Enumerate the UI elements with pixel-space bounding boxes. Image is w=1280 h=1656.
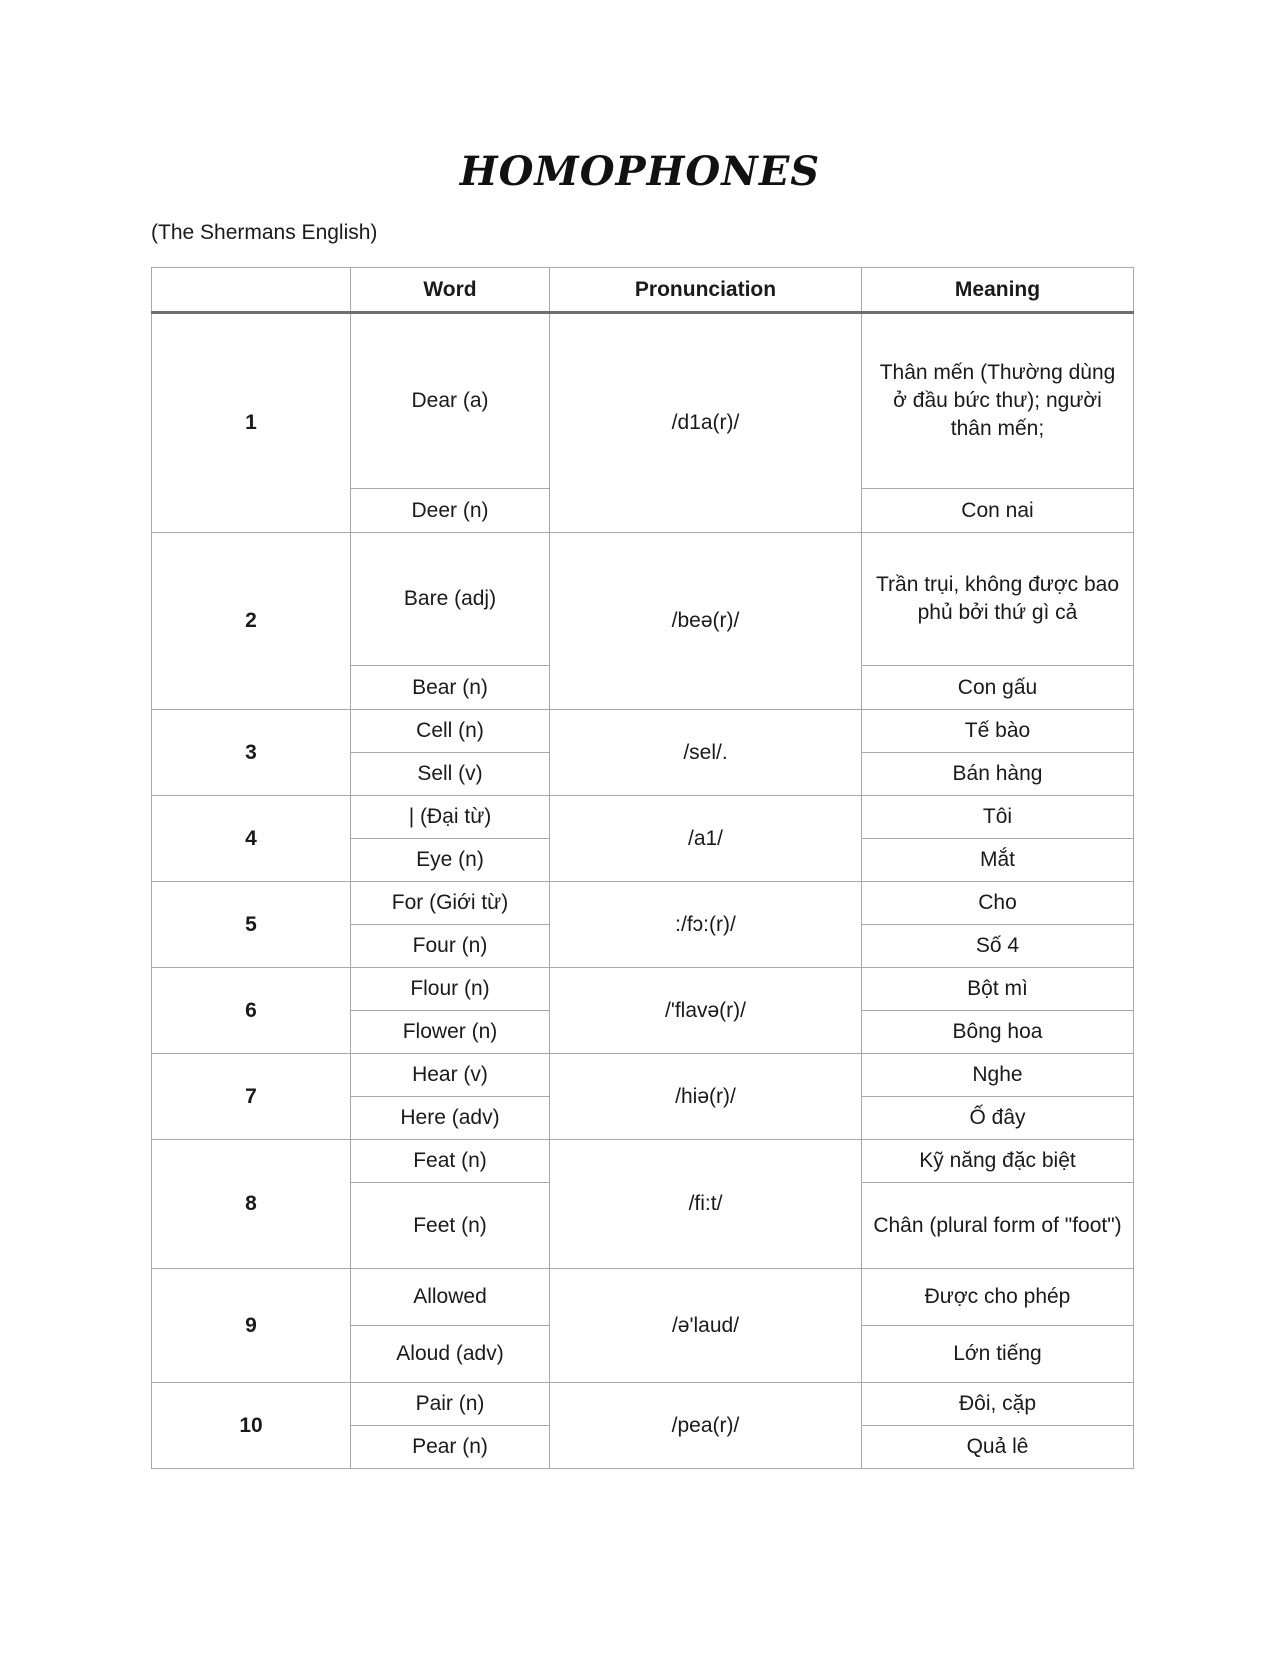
table-row <box>152 1140 1134 1183</box>
meaning-cell: Mắt <box>862 839 1134 882</box>
pronunciation-cell: /pea(r)/ <box>550 1383 862 1469</box>
word-cell: Feet (n) <box>351 1183 550 1269</box>
meaning-cell: Bán hàng <box>862 753 1134 796</box>
group-number: 1 <box>152 313 351 533</box>
meaning-cell: Trần trụi, không được bao phủ bởi thứ gì cả <box>862 533 1134 666</box>
meaning-cell: Tế bào <box>862 710 1134 753</box>
pronunciation-cell: /ə'laud/ <box>550 1269 862 1383</box>
table-row <box>152 533 1134 666</box>
word-cell: Pear (n) <box>351 1426 550 1469</box>
header-number <box>152 268 351 313</box>
meaning-cell: Số 4 <box>862 925 1134 968</box>
header-meaning: Meaning <box>862 268 1134 313</box>
word-cell: Pair (n) <box>351 1383 550 1426</box>
meaning-cell: Thân mến (Thường dùng ở đầu bức thư); người thân mến; <box>862 313 1134 489</box>
word-cell: Bear (n) <box>351 666 550 710</box>
meaning-cell: Con nai <box>862 489 1134 533</box>
table-row <box>152 968 1134 1011</box>
group-number: 2 <box>152 533 351 710</box>
word-cell: Hear (v) <box>351 1054 550 1097</box>
meaning-cell: Đôi, cặp <box>862 1383 1134 1426</box>
word-cell: Cell (n) <box>351 710 550 753</box>
word-cell: Four (n) <box>351 925 550 968</box>
pronunciation-cell: /hiə(r)/ <box>550 1054 862 1140</box>
table-row <box>152 796 1134 839</box>
pronunciation-cell: /d1a(r)/ <box>550 313 862 533</box>
meaning-cell: Được cho phép <box>862 1269 1134 1326</box>
word-cell: Allowed <box>351 1269 550 1326</box>
meaning-cell: Chân (plural form of "foot") <box>862 1183 1134 1269</box>
pronunciation-cell: /sel/. <box>550 710 862 796</box>
group-number: 5 <box>152 882 351 968</box>
word-cell: | (Đại từ) <box>351 796 550 839</box>
table-row <box>152 1383 1134 1426</box>
meaning-cell: Tôi <box>862 796 1134 839</box>
pronunciation-cell: /beə(r)/ <box>550 533 862 710</box>
header-word: Word <box>351 268 550 313</box>
homophones-table <box>151 267 1134 1469</box>
word-cell: Sell (v) <box>351 753 550 796</box>
meaning-cell: Bột mì <box>862 968 1134 1011</box>
word-cell: For (Giới từ) <box>351 882 550 925</box>
group-number: 9 <box>152 1269 351 1383</box>
pronunciation-cell: /fi:t/ <box>550 1140 862 1269</box>
pronunciation-cell: /'flavə(r)/ <box>550 968 862 1054</box>
table-row <box>152 1054 1134 1097</box>
table-row <box>152 313 1134 489</box>
meaning-cell: Cho <box>862 882 1134 925</box>
group-number: 6 <box>152 968 351 1054</box>
pronunciation-cell: /a1/ <box>550 796 862 882</box>
header-pronunciation: Pronunciation <box>550 268 862 313</box>
word-cell: Bare (adj) <box>351 533 550 666</box>
group-number: 7 <box>152 1054 351 1140</box>
meaning-cell: Bông hoa <box>862 1011 1134 1054</box>
document-subtitle: (The Shermans English) <box>151 221 378 244</box>
word-cell: Flower (n) <box>351 1011 550 1054</box>
table-row <box>152 710 1134 753</box>
word-cell: Eye (n) <box>351 839 550 882</box>
word-cell: Here (adv) <box>351 1097 550 1140</box>
word-cell: Feat (n) <box>351 1140 550 1183</box>
group-number: 4 <box>152 796 351 882</box>
word-cell: Deer (n) <box>351 489 550 533</box>
group-number: 3 <box>152 710 351 796</box>
table-row <box>152 1269 1134 1326</box>
meaning-cell: Kỹ năng đặc biệt <box>862 1140 1134 1183</box>
document-title: HOMOPHONES <box>459 148 821 195</box>
word-cell: Dear (a) <box>351 313 550 489</box>
meaning-cell: Quả lê <box>862 1426 1134 1469</box>
meaning-cell: Nghe <box>862 1054 1134 1097</box>
pronunciation-cell: :/fɔ:(r)/ <box>550 882 862 968</box>
meaning-cell: Con gấu <box>862 666 1134 710</box>
table-header-row <box>152 268 1134 313</box>
meaning-cell: Ố đây <box>862 1097 1134 1140</box>
group-number: 10 <box>152 1383 351 1469</box>
group-number: 8 <box>152 1140 351 1269</box>
meaning-cell: Lớn tiếng <box>862 1326 1134 1383</box>
word-cell: Flour (n) <box>351 968 550 1011</box>
table-row <box>152 882 1134 925</box>
word-cell: Aloud (adv) <box>351 1326 550 1383</box>
